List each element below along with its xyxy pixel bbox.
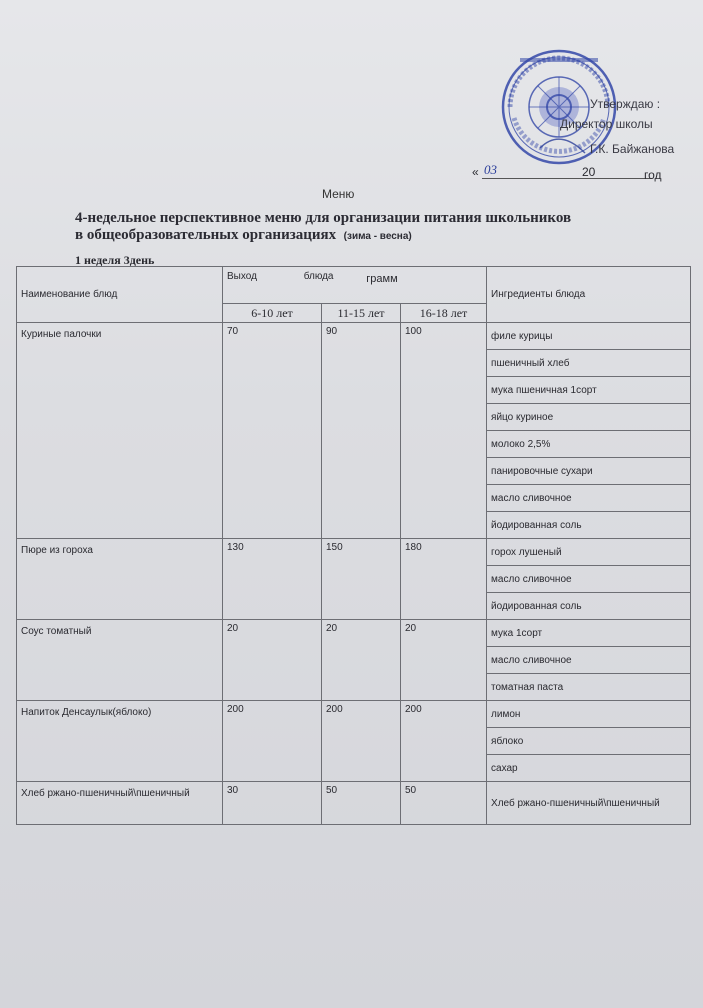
ingredient-cell: горох лушеный [487,539,691,566]
grams-6-10: 130 [223,539,322,620]
date-year: 20 [582,165,596,179]
grams-6-10: 70 [223,323,322,539]
week-label: 1 неделя 3день [75,253,155,267]
dish-name: Пюре из гороха [17,539,223,620]
approval-title: Утверждаю : [590,97,661,111]
heading-season: (зима - весна) [343,231,412,242]
grams-11-15: 200 [322,701,401,782]
ingredient-cell: томатная паста [487,674,691,701]
ingredient-cell: йодированная соль [487,593,691,620]
ingredient-cell: панировочные сухари [487,458,691,485]
header-output [223,267,487,304]
table-row [17,620,691,647]
ingredient-cell: йодированная соль [487,512,691,539]
table-header-row [17,267,691,304]
approval-signer: Г.К. Байжанова [590,142,675,156]
grams-6-10: 30 [223,782,322,825]
grams-11-15: 50 [322,782,401,825]
ingredient-cell: лимон [487,701,691,728]
header-dish-label: блюда [303,271,334,282]
grams-16-18: 100 [401,323,487,539]
approval-position: Директор школы [560,117,653,131]
grams-16-18: 20 [401,620,487,701]
grams-16-18: 200 [401,701,487,782]
date-suffix: год [644,168,662,182]
age-16-18: 16-18 лет [401,304,487,323]
ingredient-cell: Хлеб ржано-пшеничный\пшеничный [487,782,691,825]
ingredient-cell: яйцо куриное [487,404,691,431]
table-row [17,539,691,566]
grams-6-10: 200 [223,701,322,782]
ingredient-cell: сахар [487,755,691,782]
age-6-10: 6-10 лет [223,304,322,323]
header-gram-label: грамм [366,273,398,285]
ingredient-cell: филе курицы [487,323,691,350]
dish-name: Куриные палочки [17,323,223,539]
ingredient-cell: мука 1сорт [487,620,691,647]
header-ingredients: Ингредиенты блюда [487,267,691,323]
grams-11-15: 20 [322,620,401,701]
heading-line1: 4-недельное перспективное меню для организации питания школьников [75,210,572,226]
ingredient-cell: яблоко [487,728,691,755]
date-day: 03 [484,162,497,177]
grams-16-18: 50 [401,782,487,825]
ingredient-cell: масло сливочное [487,647,691,674]
ingredient-cell: пшеничный хлеб [487,350,691,377]
document-heading [75,210,675,245]
ingredient-cell: масло сливочное [487,485,691,512]
grams-11-15: 150 [322,539,401,620]
date-underline [482,178,652,179]
header-dish-name: Наименование блюд [17,267,223,323]
grams-6-10: 20 [223,620,322,701]
heading-line2: в общеобразовательных организациях [75,227,337,243]
document-title: Меню [322,187,355,201]
grams-16-18: 180 [401,539,487,620]
ingredient-cell: молоко 2,5% [487,431,691,458]
menu-table [16,266,691,825]
table-row [17,782,691,825]
table-row [17,323,691,350]
ingredient-cell: мука пшеничная 1сорт [487,377,691,404]
grams-11-15: 90 [322,323,401,539]
header-output-label: Выход [227,271,257,282]
age-11-15: 11-15 лет [322,304,401,323]
table-row [17,701,691,728]
date-quote: « [472,165,479,179]
dish-name: Соус томатный [17,620,223,701]
dish-name: Напиток Денсаулык(яблоко) [17,701,223,782]
ingredient-cell: масло сливочное [487,566,691,593]
dish-name: Хлеб ржано-пшеничный\пшеничный [17,782,223,825]
